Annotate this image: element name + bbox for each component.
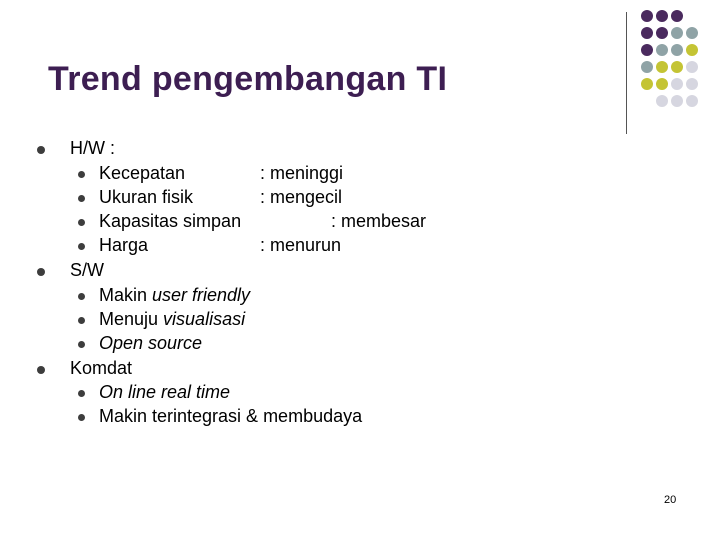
list-item-text <box>99 332 202 354</box>
list-item-text: Kapasitas simpan <box>99 211 242 231</box>
list-item-value: : menurun <box>260 235 342 255</box>
bullet-icon <box>78 414 85 421</box>
bullet-icon <box>78 341 85 348</box>
bullet-icon <box>78 219 85 226</box>
bullet-icon <box>78 293 85 300</box>
list-item-text <box>99 405 362 427</box>
bullet-icon <box>78 243 85 250</box>
list-item-italic: Open source <box>99 333 203 353</box>
bullet-icon <box>78 390 85 397</box>
bullet-icon <box>78 171 85 178</box>
bullet-icon <box>78 317 85 324</box>
list-item-text: Harga <box>99 235 149 255</box>
bullet-icon <box>37 268 45 276</box>
list-item-plain: Makin <box>99 285 153 305</box>
bullet-icon <box>37 366 45 374</box>
list-item-plain: Makin terintegrasi & membudaya <box>99 406 363 426</box>
bullet-icon <box>78 195 85 202</box>
list-item-value: : membesar <box>331 211 427 231</box>
list-item-text: Kecepatan <box>99 163 186 183</box>
list-item-value: : mengecil <box>260 187 343 207</box>
list-item-text <box>99 308 245 330</box>
list-item-text: Ukuran fisik <box>99 187 194 207</box>
list-item-value: : meninggi <box>260 163 344 183</box>
section-label-komdat: Komdat <box>70 358 133 378</box>
section-label-hw: H/W : <box>70 138 115 158</box>
section-label-sw: S/W <box>70 260 104 280</box>
list-item-plain: Menuju <box>99 309 164 329</box>
bullet-icon <box>37 146 45 154</box>
list-item-italic: user friendly <box>152 285 251 305</box>
slide-title: Trend pengembangan TI <box>48 60 448 98</box>
page-number: 20 <box>664 494 677 506</box>
list-item-italic: visualisasi <box>163 309 246 329</box>
list-item-text <box>99 284 250 306</box>
list-item-italic: On line real time <box>99 382 231 402</box>
list-item-text <box>99 381 230 403</box>
